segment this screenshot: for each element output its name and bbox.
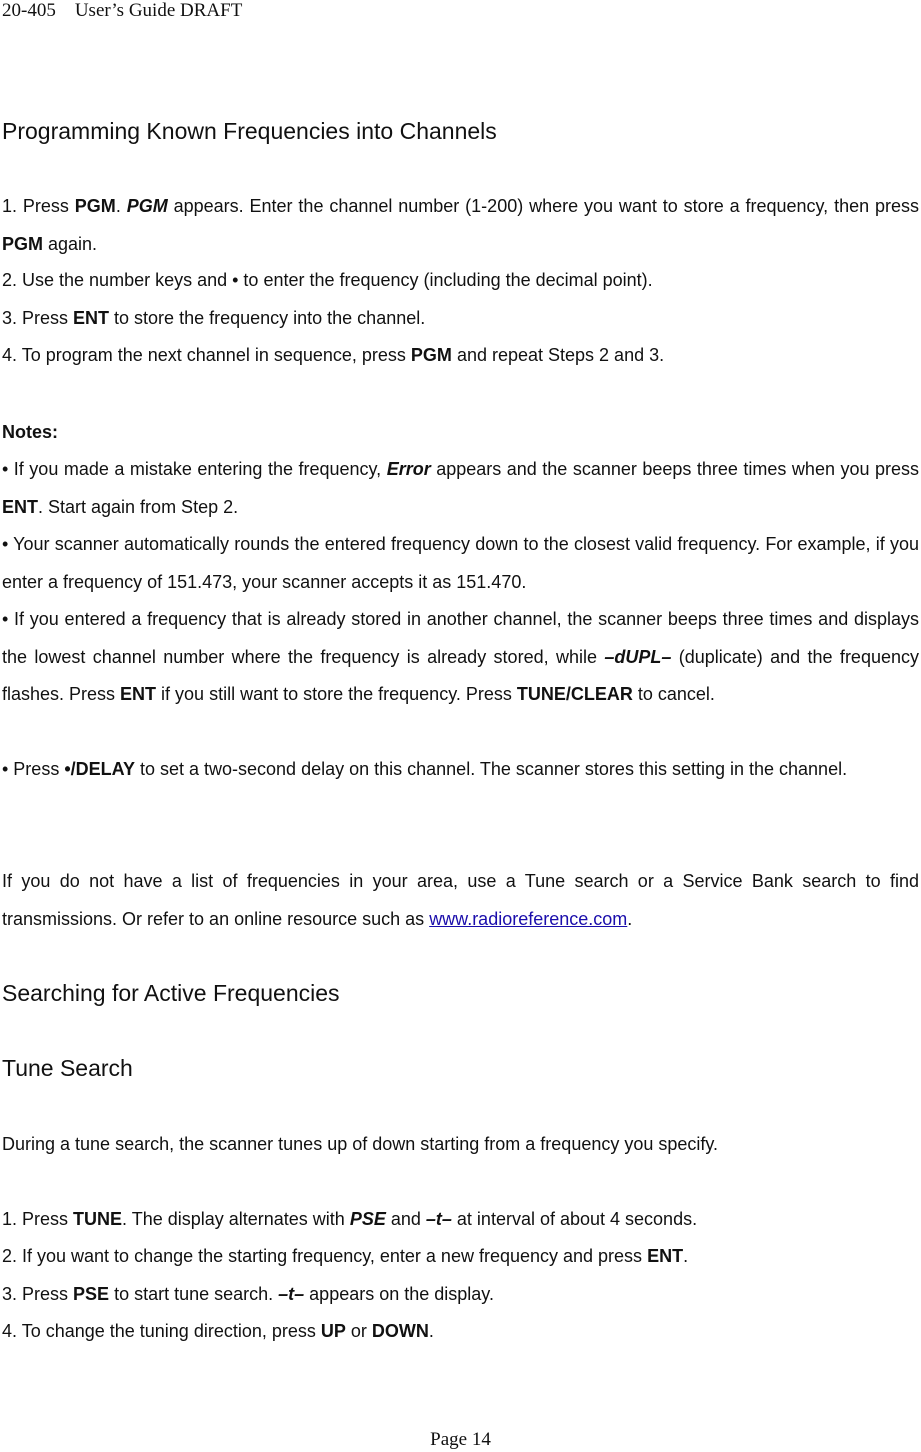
page-header: 20-405 User’s Guide DRAFT <box>2 0 243 21</box>
step-3: 3. Press ENT to store the frequency into the channel. <box>2 308 426 328</box>
note-delay: • Press •/DELAY to set a two-second delay on this channel. The scanner stores this setting in the channel. <box>2 759 848 779</box>
note-error: • If you made a mistake entering the frequency, Error appears and the scanner beeps three times when you press ENT. Start again from Step 2. <box>2 459 920 517</box>
tune-step-2: 2. If you want to change the starting frequency, enter a new frequency and press ENT. <box>2 1246 689 1266</box>
radioreference-link[interactable]: www.radioreference.com <box>429 908 628 929</box>
step-1: 1. Press PGM. PGM appears. Enter the channel number (1-200) where you want to store a frequency, then press PGM again. <box>2 196 919 254</box>
tune-step-4: 4. To change the tuning direction, press UP or DOWN. <box>2 1321 434 1341</box>
step-4: 4. To program the next channel in sequence, press PGM and repeat Steps 2 and 3. <box>2 345 665 365</box>
section-title-programming: Programming Known Frequencies into Channels <box>2 118 497 144</box>
tune-search-intro: During a tune search, the scanner tunes up of down starting from a frequency you specify. <box>2 1134 719 1154</box>
note-rounding: • Your scanner automatically rounds the entered frequency down to the closest valid frequency. For example, if you enter a frequency of 151.473, your scanner accepts it as 151.470. <box>2 534 919 592</box>
tune-step-3: 3. Press PSE to start tune search. –t– appears on the display. <box>2 1284 494 1304</box>
step-2: 2. Use the number keys and • to enter the frequency (including the decimal point). <box>2 270 653 290</box>
section-title-searching: Searching for Active Frequencies <box>2 980 340 1006</box>
resource-paragraph: If you do not have a list of frequencies in your area, use a Tune search or a Service Bank search to find transmissions. Or refer to an online resource such as www.radioreference.com. <box>2 871 919 929</box>
notes-label: Notes: <box>2 422 59 442</box>
page-number: Page 14 <box>430 1429 491 1450</box>
subsection-title-tune-search: Tune Search <box>2 1055 133 1081</box>
tune-step-1: 1. Press TUNE. The display alternates with PSE and –t– at interval of about 4 seconds. <box>2 1209 698 1229</box>
note-duplicate: • If you entered a frequency that is already stored in another channel, the scanner beeps three times and displays the lowest channel number where the frequency is already stored, while –dUPL– (duplicate) and the frequency flashes. Press ENT if you still want to store the frequency. Press TUNE/CLEAR to cancel. <box>2 609 919 704</box>
